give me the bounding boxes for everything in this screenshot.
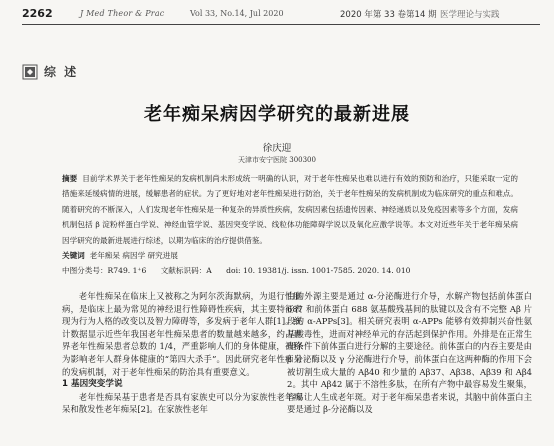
abstract	[62, 171, 518, 248]
section-marker-icon	[22, 64, 38, 80]
section-heading: 1 基因突变学说	[62, 379, 123, 390]
author-affiliation: 天津市安宁医院 300300	[238, 156, 316, 164]
doi: doi: 10. 19381/j. issn. 1001-7585. 2020. 14. 010	[226, 266, 411, 275]
document-code: 文献标识码：A	[160, 266, 212, 275]
running-header	[22, 5, 542, 25]
classification-line	[62, 265, 518, 277]
keywords-terms: 老年痴呆 病因学 研究进展	[89, 251, 178, 260]
keywords-label: 关键词	[62, 251, 85, 260]
body-paragraph: 老年性痴呆基于患者是否具有家族史可以分为家族性老年痴呆和散发性老年痴呆[2]。在家族性老年	[62, 391, 302, 415]
body-column-right	[287, 290, 532, 416]
issue-info: 2020 年第 33 卷第14 期	[340, 10, 437, 20]
body-column-left	[62, 290, 302, 416]
abstract-text: 目前学术界关于老年性痴呆的发病机制尚未形成统一明确的认识，对于老年性痴呆也难以进行有效的预防和治疗，只能采取一定的措施来延缓病情的进展，缓解患者的症状。为了更好地对老年性痴呆进行防治，关于老年性痴呆的发病机制成为临床研究的重点和难点。随着研究的不断深入，人们发现老年性痴呆是一种复杂的异质性疾病，发病因素包括遗传因素、神经递质以及免疫因素等多个方面，发病机制包括 β 淀粉样蛋白学说、神经血管学说、基因突变学说、线粒体功能障碍学说以及氧化应激学说等。本文对近些年关于老年痴呆病因学研究的最新进展进行综述，以期为临床的治疗提供借鉴。	[62, 174, 519, 245]
article-author: 徐庆迎	[262, 143, 292, 154]
keywords	[62, 250, 518, 262]
section-tag-label: 综 述	[44, 65, 79, 79]
header-rule	[22, 24, 540, 25]
abstract-label: 摘要	[62, 174, 78, 183]
journal-abbreviation: J Med Theor & Prac	[80, 9, 165, 18]
body-paragraph: 老年性痴呆在临床上又被称之为阿尔茨海默病，为退行性脑病，是临床上最为常见的神经退行性障碍性疾病，其主要特征表现为行为人格的改变以及智力障碍等，多发病于老年人群[1]。统计数据显示近些年我国老年性痴呆患者的数量越来越多，约占世界老年性痴呆患者总数的 1/4，严重影响人们的身体健康，被称为影响老年人群身体健康的“第四大杀手”。因此研究老年性痴呆的发病机制，对于老年性痴呆的防治具有重要意义。	[62, 291, 302, 377]
journal-column: 医学理论与实践	[440, 10, 500, 20]
body-paragraph: 白的外源主要是通过 α-分泌酶进行介导，水解产物包括前体蛋白 687 和前体蛋白 688 氨基酸残基间的肽键以及含有不完整 Aβ 片段的 α-APPs[3]。相关研究表明 α-APPs 能够有效抑制兴奋性氨基酸毒性，进而对神经单元的存活起到保护作用。外排是在正常生理条件下前体蛋白进行分解的主要途径。前体蛋白的内吞主要是由 β 分泌酶以及 γ 分泌酶进行介导，前体蛋白在这两种酶的作用下会被切割生成大量的 Aβ40 和少量的 Aβ37、Aβ38、Aβ39 和 Aβ42。其中 Aβ42 属于不溶性多肽，在所有产物中最容易发生聚集，容易让人生成老年斑。对于老年痴呆患者来说，其脑中前体蛋白主要是通过 β-分泌酶以及	[287, 291, 532, 415]
page-number: 2262	[22, 7, 53, 20]
article-title: 老年痴呆病因学研究的最新进展	[144, 104, 410, 125]
section-tag	[22, 63, 80, 80]
clc-number: 中图分类号：R749. 1⁺6	[62, 266, 147, 275]
volume-info: Vol 33, No.14, Jul 2020	[190, 9, 284, 18]
